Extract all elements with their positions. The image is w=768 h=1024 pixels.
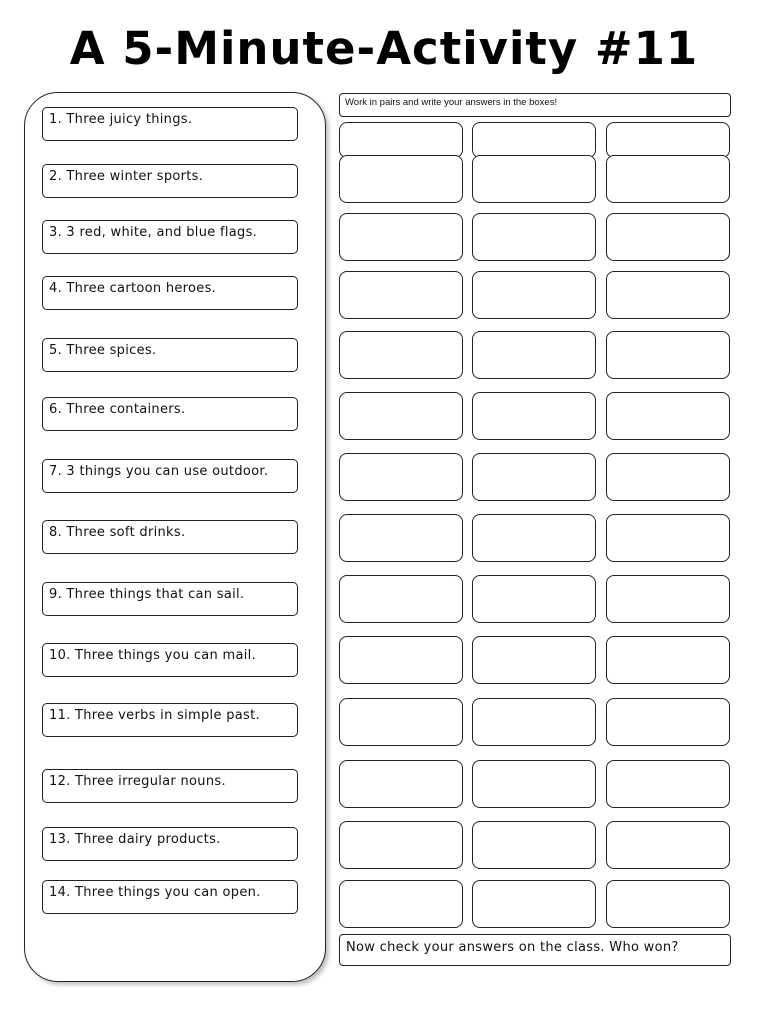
answer-box[interactable]	[606, 155, 730, 203]
answer-box[interactable]	[606, 271, 730, 319]
answer-box[interactable]	[606, 331, 730, 379]
prompt-item: 9. Three things that can sail.	[42, 582, 298, 616]
prompt-item: 10. Three things you can mail.	[42, 643, 298, 677]
answer-box[interactable]	[606, 760, 730, 808]
answer-box[interactable]	[606, 122, 730, 158]
answer-box[interactable]	[606, 213, 730, 261]
answer-box[interactable]	[339, 213, 463, 261]
instruction-box: Work in pairs and write your answers in the boxes!	[339, 93, 731, 117]
answer-box[interactable]	[472, 636, 596, 684]
answer-box[interactable]	[472, 122, 596, 158]
answer-box[interactable]	[606, 514, 730, 562]
footer-note: Now check your answers on the class. Who won?	[339, 934, 731, 966]
prompt-item: 7. 3 things you can use outdoor.	[42, 459, 298, 493]
answer-box[interactable]	[339, 122, 463, 158]
prompt-item: 6. Three containers.	[42, 397, 298, 431]
answer-box[interactable]	[339, 514, 463, 562]
answer-box[interactable]	[339, 575, 463, 623]
answer-box[interactable]	[606, 636, 730, 684]
answer-box[interactable]	[472, 698, 596, 746]
prompt-item: 4. Three cartoon heroes.	[42, 276, 298, 310]
prompt-item: 3. 3 red, white, and blue flags.	[42, 220, 298, 254]
answer-box[interactable]	[606, 821, 730, 869]
page-title: A 5-Minute-Activity #11	[69, 22, 699, 75]
answer-box[interactable]	[472, 514, 596, 562]
prompt-item: 5. Three spices.	[42, 338, 298, 372]
answer-box[interactable]	[472, 880, 596, 928]
answer-box[interactable]	[606, 392, 730, 440]
answer-box[interactable]	[606, 698, 730, 746]
prompt-item: 11. Three verbs in simple past.	[42, 703, 298, 737]
answer-box[interactable]	[339, 760, 463, 808]
answer-box[interactable]	[472, 821, 596, 869]
answer-box[interactable]	[472, 331, 596, 379]
answer-box[interactable]	[472, 392, 596, 440]
answer-box[interactable]	[339, 636, 463, 684]
answer-box[interactable]	[472, 453, 596, 501]
answer-box[interactable]	[472, 271, 596, 319]
answer-box[interactable]	[339, 453, 463, 501]
prompt-item: 8. Three soft drinks.	[42, 520, 298, 554]
answer-box[interactable]	[339, 392, 463, 440]
prompt-item: 12. Three irregular nouns.	[42, 769, 298, 803]
answer-box[interactable]	[472, 760, 596, 808]
answer-box[interactable]	[339, 821, 463, 869]
answer-box[interactable]	[606, 575, 730, 623]
answer-box[interactable]	[472, 155, 596, 203]
answer-box[interactable]	[472, 575, 596, 623]
prompt-item: 14. Three things you can open.	[42, 880, 298, 914]
answer-box[interactable]	[339, 331, 463, 379]
answer-box[interactable]	[472, 213, 596, 261]
prompt-item: 13. Three dairy products.	[42, 827, 298, 861]
answer-box[interactable]	[339, 155, 463, 203]
answer-box[interactable]	[339, 880, 463, 928]
answer-box[interactable]	[606, 880, 730, 928]
answer-box[interactable]	[339, 698, 463, 746]
prompt-item: 1. Three juicy things.	[42, 107, 298, 141]
answer-box[interactable]	[606, 453, 730, 501]
answer-box[interactable]	[339, 271, 463, 319]
prompt-item: 2. Three winter sports.	[42, 164, 298, 198]
